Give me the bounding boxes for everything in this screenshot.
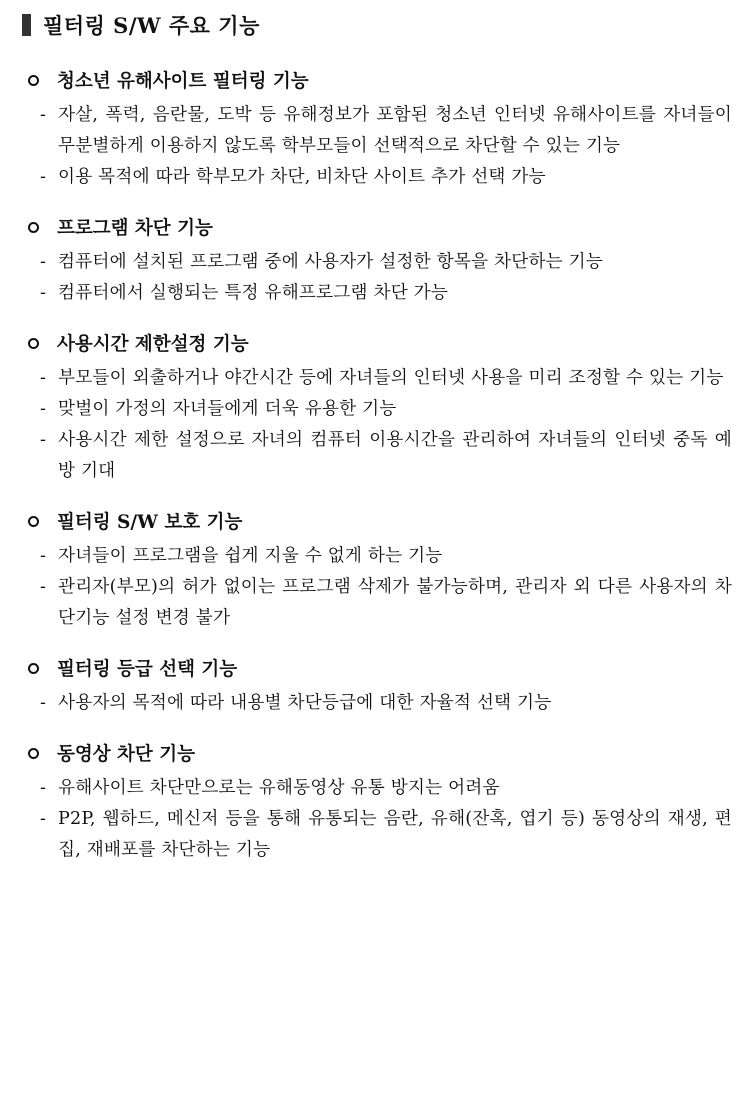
section-title: 청소년 유해사이트 필터링 기능 — [57, 71, 309, 92]
dash-bullet: - — [40, 577, 46, 597]
circle-bullet-icon — [28, 516, 39, 527]
dash-bullet: - — [40, 809, 46, 829]
bullet-list — [0, 541, 750, 634]
list-item — [0, 541, 750, 572]
dash-bullet: - — [40, 546, 46, 566]
section-title: 필터링 S/W 보호 기능 — [57, 512, 243, 533]
feature-section — [0, 652, 750, 719]
page-title: 필터링 S/W 주요 기능 — [43, 13, 260, 38]
section-heading — [0, 327, 750, 359]
header — [0, 6, 750, 44]
section-heading — [0, 652, 750, 684]
list-item — [0, 688, 750, 719]
bullet-text: 컴퓨터에 설치된 프로그램 중에 사용자가 설정한 항목을 차단하는 기능 — [58, 252, 604, 272]
feature-section — [0, 211, 750, 309]
bullet-text: 사용시간 제한 설정으로 자녀의 컴퓨터 이용시간을 관리하여 자녀들의 인터넷 중독 예방 기대 — [58, 430, 732, 481]
list-item — [0, 278, 750, 309]
dash-bullet: - — [40, 167, 46, 187]
bullet-text: 이용 목적에 따라 학부모가 차단, 비차단 사이트 추가 선택 가능 — [58, 167, 546, 187]
feature-section — [0, 327, 750, 487]
bullet-list — [0, 100, 750, 193]
bullet-list — [0, 688, 750, 719]
bullet-text: 자살, 폭력, 음란물, 도박 등 유해정보가 포함된 청소년 인터넷 유해사이트를 자녀들이 무분별하게 이용하지 않도록 학부모들이 선택적으로 차단할 수 있는 기능 — [58, 105, 732, 156]
list-item — [0, 162, 750, 193]
bullet-list — [0, 247, 750, 309]
circle-bullet-icon — [28, 75, 39, 86]
dash-bullet: - — [40, 105, 46, 125]
list-item — [0, 572, 750, 634]
circle-bullet-icon — [28, 338, 39, 349]
circle-bullet-icon — [28, 663, 39, 674]
list-item — [0, 425, 750, 487]
dash-bullet: - — [40, 778, 46, 798]
list-item — [0, 394, 750, 425]
bullet-text: 자녀들이 프로그램을 쉽게 지울 수 없게 하는 기능 — [58, 546, 443, 566]
section-heading — [0, 505, 750, 537]
bullet-list — [0, 773, 750, 866]
list-item — [0, 100, 750, 162]
section-title: 필터링 등급 선택 기능 — [57, 659, 238, 680]
dash-bullet: - — [40, 399, 46, 419]
title-bar-marker — [22, 14, 31, 36]
list-item — [0, 363, 750, 394]
bullet-text: P2P, 웹하드, 메신저 등을 통해 유통되는 음란, 유해(잔혹, 엽기 등) 동영상의 재생, 편집, 재배포를 차단하는 기능 — [58, 809, 732, 860]
dash-bullet: - — [40, 283, 46, 303]
bullet-text: 맞벌이 가정의 자녀들에게 더욱 유용한 기능 — [58, 399, 397, 419]
feature-section — [0, 737, 750, 866]
bullet-text: 유해사이트 차단만으로는 유해동영상 유통 방지는 어려움 — [58, 778, 500, 798]
feature-sections — [0, 64, 750, 866]
dash-bullet: - — [40, 693, 46, 713]
section-title: 사용시간 제한설정 기능 — [57, 334, 249, 355]
feature-section — [0, 64, 750, 193]
list-item — [0, 773, 750, 804]
dash-bullet: - — [40, 368, 46, 388]
section-heading — [0, 211, 750, 243]
section-title: 프로그램 차단 기능 — [57, 218, 213, 239]
bullet-text: 부모들이 외출하거나 야간시간 등에 자녀들의 인터넷 사용을 미리 조정할 수 있는 기능 — [58, 368, 724, 388]
feature-section — [0, 505, 750, 634]
list-item — [0, 804, 750, 866]
section-heading — [0, 64, 750, 96]
bullet-text: 관리자(부모)의 허가 없이는 프로그램 삭제가 불가능하며, 관리자 외 다른 사용자의 차단기능 설정 변경 불가 — [58, 577, 732, 628]
bullet-text: 컴퓨터에서 실행되는 특정 유해프로그램 차단 가능 — [58, 283, 449, 303]
dash-bullet: - — [40, 430, 46, 450]
dash-bullet: - — [40, 252, 46, 272]
list-item — [0, 247, 750, 278]
section-title: 동영상 차단 기능 — [57, 744, 195, 765]
bullet-list — [0, 363, 750, 487]
section-heading — [0, 737, 750, 769]
bullet-text: 사용자의 목적에 따라 내용별 차단등급에 대한 자율적 선택 기능 — [58, 693, 552, 713]
circle-bullet-icon — [28, 222, 39, 233]
circle-bullet-icon — [28, 748, 39, 759]
